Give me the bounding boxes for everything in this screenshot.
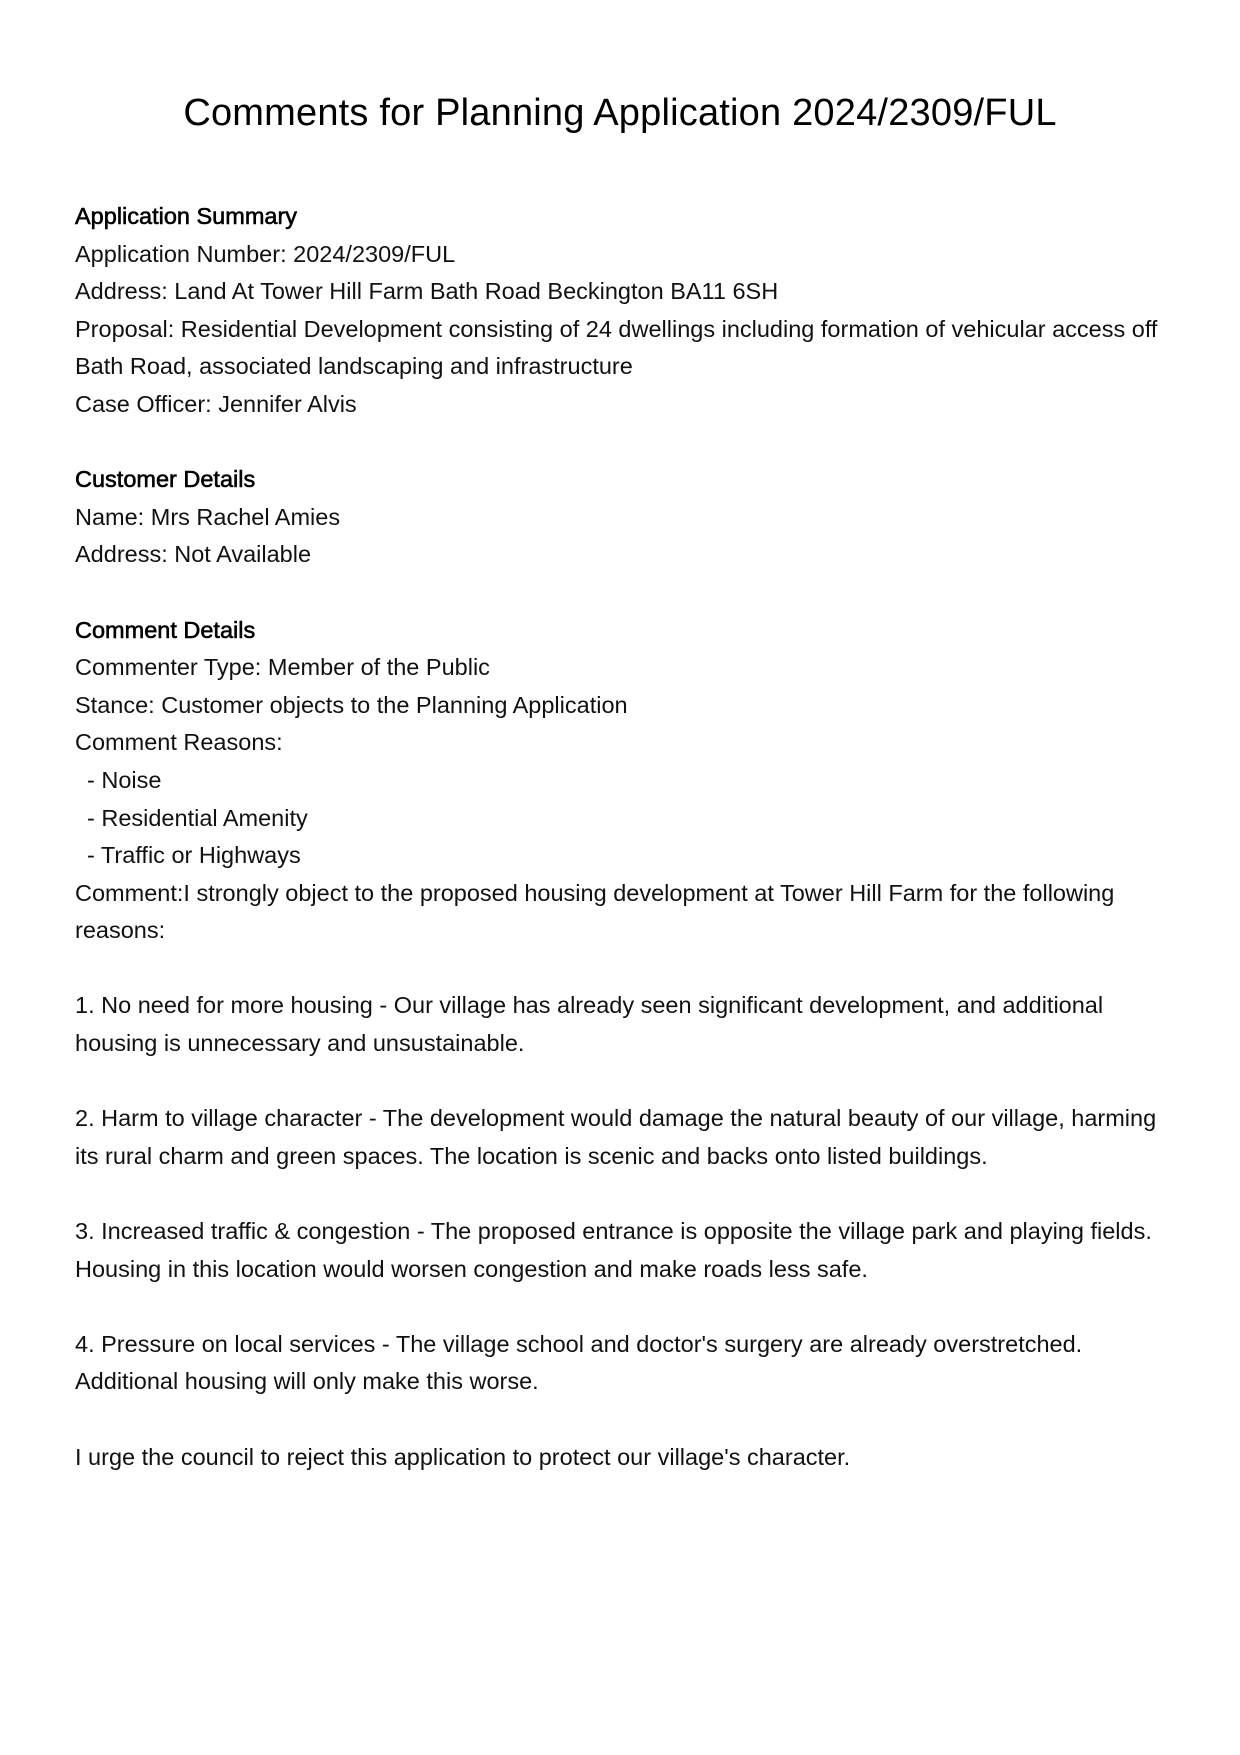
- comment-point: 2. Harm to village character - The development would damage the natural beauty of our village, harming its rural charm and green spaces. The location is scenic and backs onto listed buildings.: [75, 1105, 1157, 1169]
- page-title: Comments for Planning Application 2024/2309/FUL: [183, 92, 1057, 134]
- spacer: [75, 1063, 1170, 1101]
- commenter-type: Commenter Type: Member of the Public: [75, 654, 490, 681]
- comment-reason-item: - Residential Amenity: [87, 804, 308, 831]
- application-number: Application Number: 2024/2309/FUL: [75, 240, 456, 267]
- comment-point: 3. Increased traffic & congestion - The proposed entrance is opposite the village park and playing fields. Housing in this location would worsen congestion and make roads less safe.: [75, 1218, 1152, 1282]
- comment-closing: I urge the council to reject this application to protect our village's character.: [75, 1443, 851, 1470]
- application-summary-heading: Application Summary: [75, 203, 298, 229]
- comment-reason-item: - Traffic or Highways: [87, 842, 301, 869]
- comment-point: 4. Pressure on local services - The village school and doctor's surgery are already overstretched. Additional housing will only make this worse.: [75, 1330, 1083, 1395]
- application-summary-section: [75, 198, 1170, 424]
- comment-reason-item: - Noise: [87, 766, 162, 793]
- customer-details-heading: Customer Details: [75, 466, 256, 493]
- spacer: [75, 424, 1170, 462]
- comment-details-section: [75, 612, 1170, 1477]
- spacer: [75, 1288, 1170, 1326]
- comment-point: 1. No need for more housing - Our village has already seen significant development, and additional housing is unnecessary and unsustainable.: [75, 992, 1104, 1057]
- application-proposal: Proposal: Residential Development consisting of 24 dwellings including formation of vehicular access off Bath Road, associated landscaping and infrastructure: [75, 315, 1164, 380]
- customer-address: Address: Not Available: [75, 541, 312, 568]
- spacer: [75, 574, 1170, 612]
- comment-details-heading: Comment Details: [75, 616, 256, 643]
- stance: Stance: Customer objects to the Planning Application: [75, 691, 628, 718]
- spacer: [75, 1175, 1170, 1213]
- comment-intro: Comment:I strongly object to the proposed housing development at Tower Hill Farm for the following reasons:: [75, 879, 1115, 944]
- spacer: [75, 950, 1170, 988]
- customer-name: Name: Mrs Rachel Amies: [75, 503, 341, 530]
- application-address: Address: Land At Tower Hill Farm Bath Road Beckington BA11 6SH: [75, 278, 779, 305]
- customer-details-section: [75, 461, 1170, 574]
- comment-reasons-label: Comment Reasons:: [75, 729, 283, 756]
- case-officer: Case Officer: Jennifer Alvis: [75, 390, 357, 417]
- document-body: [75, 198, 1170, 1476]
- spacer: [75, 1401, 1170, 1439]
